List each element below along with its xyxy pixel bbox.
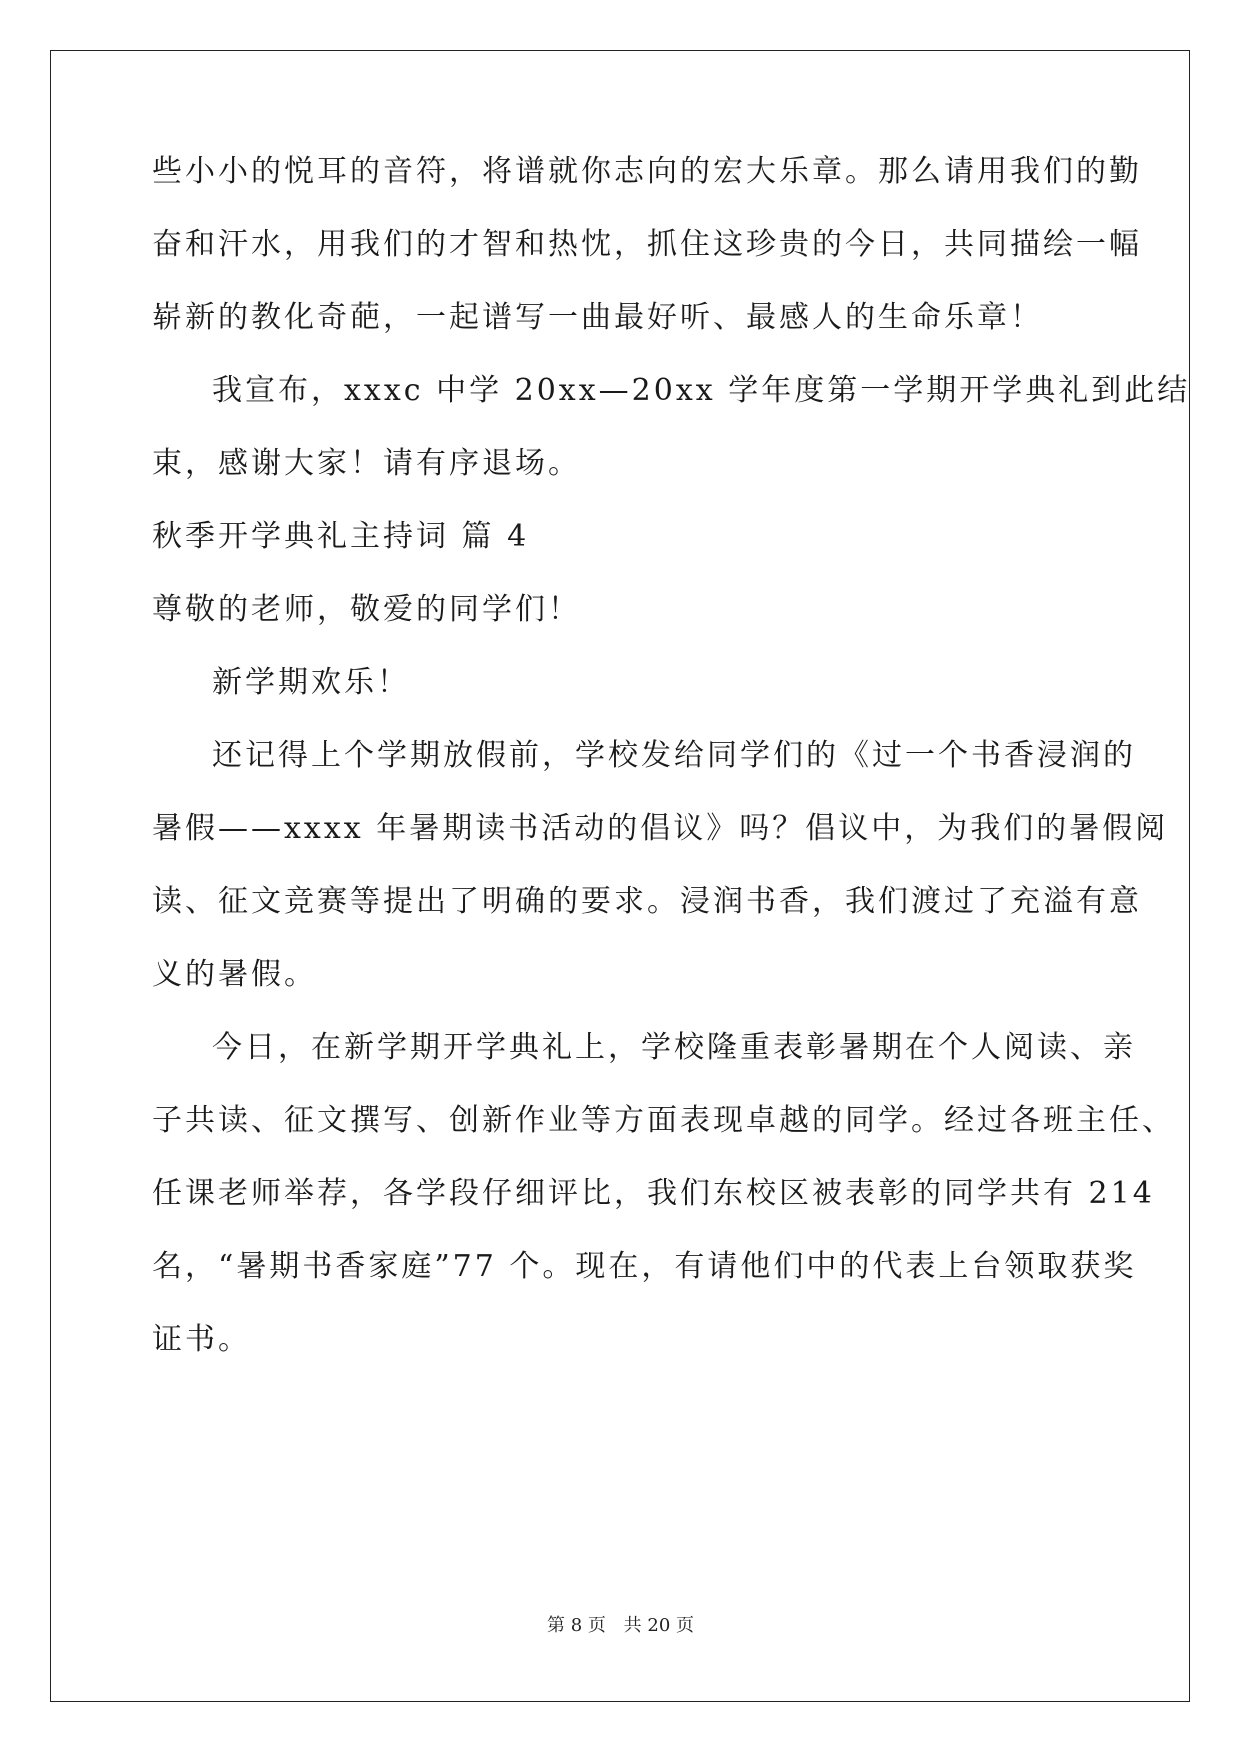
section-heading: 秋季开学典礼主持词 篇 4	[152, 519, 530, 554]
page-footer	[0, 1611, 1241, 1637]
paragraph-line: 名，“暑期书香家庭”77 个。现在，有请他们中的代表上台领取获奖	[152, 1249, 1137, 1284]
page-number: 第 8 页	[547, 1615, 606, 1636]
page-total: 共 20 页	[623, 1615, 694, 1636]
paragraph-line: 子共读、征文撰写、创新作业等方面表现卓越的同学。经过各班主任、	[152, 1103, 1175, 1138]
paragraph-line: 义的暑假。	[152, 957, 317, 992]
paragraph-line: 暑假——xxxx 年暑期读书活动的倡议》吗？倡议中，为我们的暑假阅	[152, 811, 1169, 846]
salutation: 尊敬的老师，敬爱的同学们！	[152, 592, 581, 627]
paragraph-line: 今日，在新学期开学典礼上，学校隆重表彰暑期在个人阅读、亲	[212, 1030, 1136, 1065]
paragraph-line: 崭新的教化奇葩，一起谱写一曲最好听、最感人的生命乐章！	[152, 300, 1043, 335]
paragraph-line: 任课老师举荐，各学段仔细评比，我们东校区被表彰的同学共有 214	[152, 1176, 1155, 1211]
paragraph-line: 我宣布，xxxc 中学 20xx—20xx 学年度第一学期开学典礼到此结	[212, 373, 1191, 408]
paragraph-line: 读、征文竞赛等提出了明确的要求。浸润书香，我们渡过了充溢有意	[152, 884, 1142, 919]
paragraph-line: 束，感谢大家！请有序退场。	[152, 446, 581, 481]
paragraph-line: 奋和汗水，用我们的才智和热忱，抓住这珍贵的今日，共同描绘一幅	[152, 227, 1142, 262]
page-border	[50, 50, 1190, 1702]
paragraph-line: 些小小的悦耳的音符，将谱就你志向的宏大乐章。那么请用我们的勤	[152, 154, 1142, 189]
paragraph-line: 新学期欢乐！	[212, 665, 410, 700]
paragraph-line: 证书。	[152, 1322, 251, 1357]
paragraph-line: 还记得上个学期放假前，学校发给同学们的《过一个书香浸润的	[212, 738, 1136, 773]
